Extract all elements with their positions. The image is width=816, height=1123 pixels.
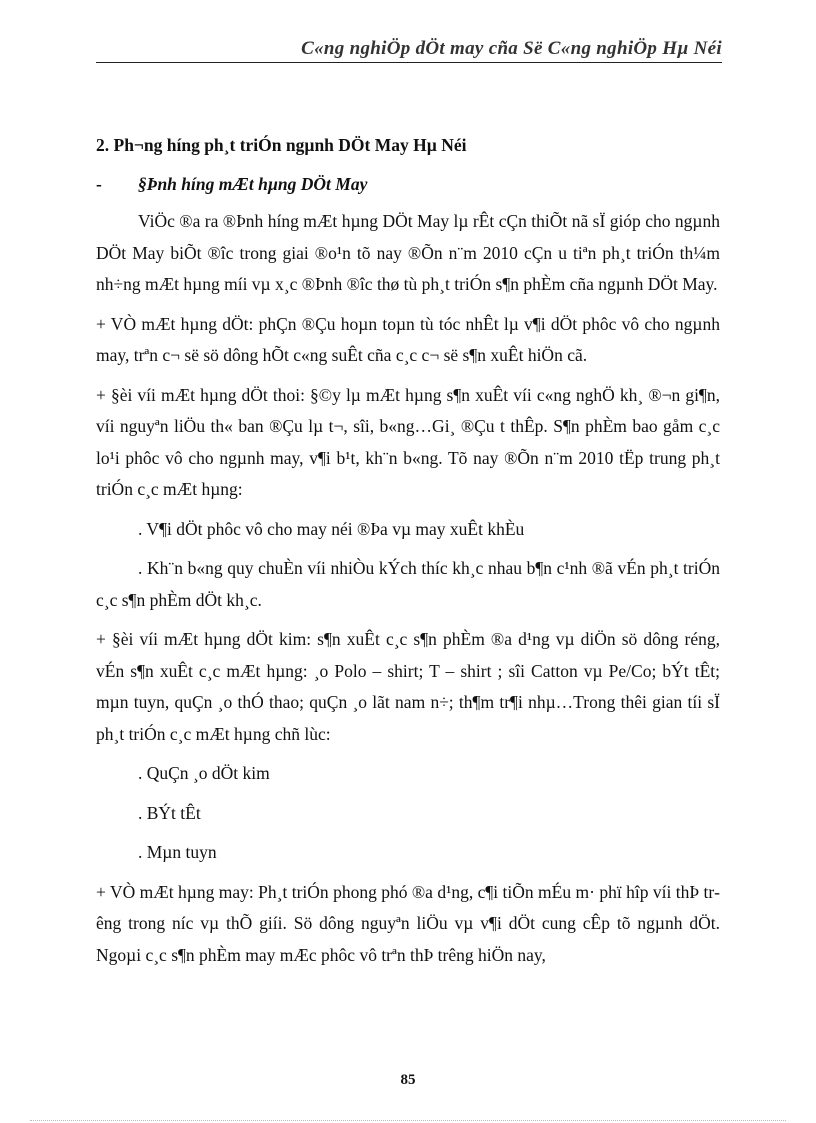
running-header: C«ng nghiÖp dÖt may cña Së C«ng nghiÖp Hµ Néi [301, 38, 722, 59]
paragraph-woven-fabric: + §èi víi mÆt hµng dÖt thoi: §©y lµ mÆt hµng s¶n xuÊt víi c«ng nghÖ kh¸ ®¬n gi¶n, víi nguyªn liÖu th« ban ®Çu lµ t¬, sîi, b«ng…Gi¸ ®Çu t thÊp. S¶n phÈm bao gåm c¸c lo¹i phôc vô cho ngµnh may, v¶i b¹t, kh¨n b«ng. Tõ nay ®Õn n¨m 2010 tËp trung ph¸t triÓn c¸c mÆt hµng: [96, 384, 720, 499]
list-item: . V¶i dÖt phôc vô cho may néi ®Þa vµ may xuÊt khÈu [138, 518, 525, 539]
subsection-heading-text: §Þnh híng mÆt hµng DÖt May [138, 173, 368, 194]
list-item: . Mµn tuyn [138, 842, 217, 862]
section-heading: 2. Ph¬ng híng ph¸t triÓn ngµnh DÖt May Hµ Néi [96, 135, 467, 155]
page-bottom-border [30, 1120, 786, 1121]
page-body [96, 130, 720, 979]
list-item: . Kh¨n b«ng quy chuÈn víi nhiÒu kÝch thíc kh¸c nhau b¶n c¹nh ®ã vÉn ph¸t triÓn c¸c s¶n phÈm dÖt kh¸c. [96, 558, 720, 610]
list-item: . BÝt tÊt [138, 802, 201, 823]
page-number: 85 [400, 1072, 416, 1088]
bullet-dash: - [96, 173, 102, 194]
paragraph-intro: ViÖc ®a ra ®Þnh híng mÆt hµng DÖt May lµ rÊt cÇn thiÕt nã sÏ gióp cho ngµnh DÖt May biÕt ®îc trong giai ®o¹n tõ nay ®Õn n¨m 2010 cÇn u tiªn ph¸t triÓn th¼m nh÷ng mÆt hµng míi vµ x¸c ®Þnh ®îc thø tù ph¸t triÓn s¶n phÈm cña ngµnh DÖt May. [96, 211, 720, 294]
paragraph-knitting: + §èi víi mÆt hµng dÖt kim: s¶n xuÊt c¸c s¶n phÈm ®a d¹ng vµ diÖn sö dông réng, vÉn s¶n xuÊt c¸c mÆt hµng: ¸o Polo – shirt; T – shirt ; sîi Catton vµ Pe/Co; bÝt tÊt; mµn tuyn, quÇn ¸o thÓ thao; quÇn ¸o lãt nam n÷; th¶m tr¶i nhµ…Trong thêi gian tíi sÏ ph¸t triÓn c¸c mÆt hµng chñ lùc: [96, 629, 720, 744]
subsection-heading [96, 169, 720, 201]
paragraph-garment: + VÒ mÆt hµng may: Ph¸t triÓn phong phó ®a d¹ng, c¶i tiÕn mÉu m· phï hîp víi thÞ trêng trong níc vµ thÕ giíi. Sö dông nguyªn liÖu vµ v¶i dÖt cung cÊp tõ ngµnh dÖt. Ngoµi c¸c s¶n phÈm may mÆc phôc vô trªn thÞ trêng hiÖn nay, [96, 881, 720, 965]
paragraph-weaving: + VÒ mÆt hµng dÖt: phÇn ®Çu hoµn toµn tù tóc nhÊt lµ v¶i dÖt phôc vô cho ngµnh may, trªn c¬ së sö dông hÕt c«ng suÊt cña c¸c c¬ së s¶n xuÊt hiÖn cã. [96, 313, 720, 365]
header-rule [96, 62, 722, 63]
list-item: . QuÇn ¸o dÖt kim [138, 763, 270, 783]
